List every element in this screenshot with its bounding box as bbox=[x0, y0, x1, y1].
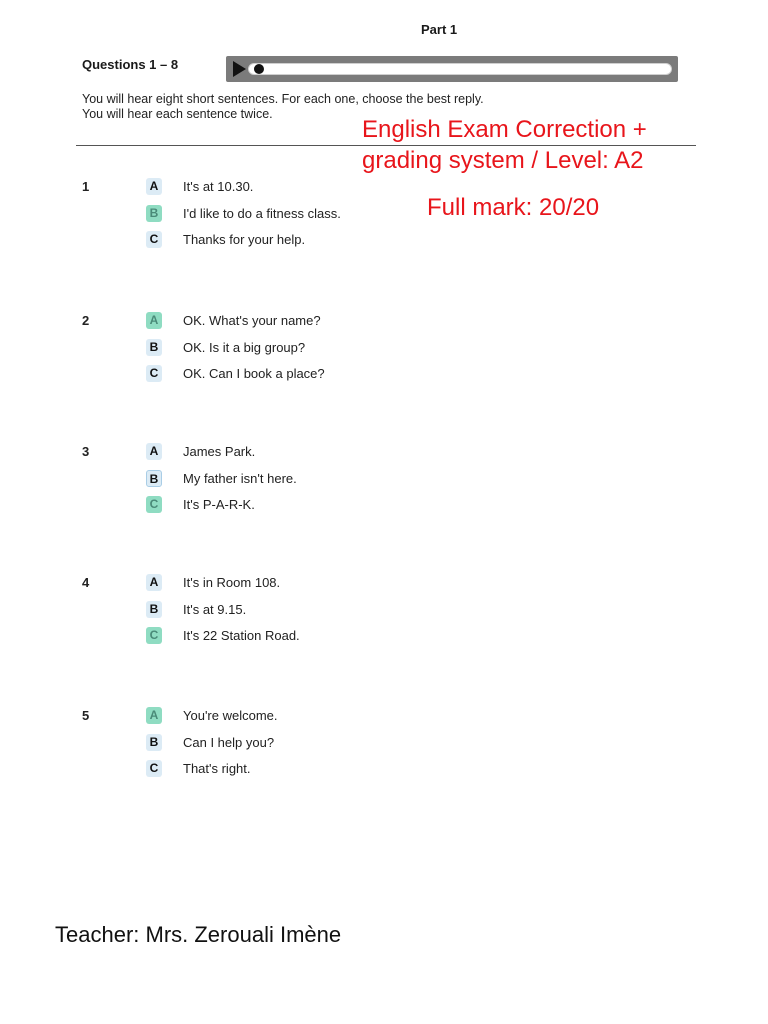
option-text: Thanks for your help. bbox=[183, 232, 306, 247]
audio-progress-track[interactable] bbox=[248, 63, 672, 75]
question-number: 1 bbox=[82, 179, 90, 194]
option-text: It's at 9.15. bbox=[183, 601, 247, 617]
question-number: 4 bbox=[82, 575, 90, 590]
option-text: James Park. bbox=[183, 444, 256, 459]
questions-heading: Questions 1 – 8 bbox=[82, 57, 179, 72]
correction-title-line-2: grading system / Level: A2 bbox=[362, 147, 644, 174]
full-mark: Full mark: 20/20 bbox=[427, 194, 600, 221]
question-number: 3 bbox=[82, 444, 90, 459]
option-a-badge[interactable]: A bbox=[146, 178, 162, 195]
option-a-badge[interactable]: A bbox=[146, 574, 162, 591]
option-c-badge[interactable]: C bbox=[146, 496, 162, 513]
instruction-line-2: You will hear each sentence twice. bbox=[82, 107, 273, 121]
audio-player[interactable] bbox=[226, 56, 678, 82]
teacher-name: Teacher: Mrs. Zerouali Imène bbox=[55, 922, 342, 947]
option-a-badge[interactable]: A bbox=[146, 312, 162, 329]
option-c-badge[interactable]: C bbox=[146, 760, 162, 777]
option-c-badge[interactable]: C bbox=[146, 627, 162, 644]
option-text: That's right. bbox=[183, 761, 251, 776]
option-text: My father isn't here. bbox=[183, 470, 297, 486]
option-b-badge[interactable]: B bbox=[146, 339, 162, 356]
option-c-badge[interactable]: C bbox=[146, 231, 162, 248]
option-b-badge[interactable]: B bbox=[146, 734, 162, 751]
option-a-badge[interactable]: A bbox=[146, 443, 162, 460]
question-number: 2 bbox=[82, 313, 90, 328]
option-b-badge[interactable]: B bbox=[146, 205, 162, 222]
option-c-badge[interactable]: C bbox=[146, 365, 162, 382]
correction-title bbox=[362, 114, 647, 176]
option-text: It's at 10.30. bbox=[183, 179, 254, 194]
option-text: It's 22 Station Road. bbox=[183, 628, 300, 643]
option-text: It's P-A-R-K. bbox=[183, 497, 255, 512]
option-text: OK. Is it a big group? bbox=[183, 339, 306, 355]
option-b-badge[interactable]: B bbox=[146, 470, 162, 487]
option-text: Can I help you? bbox=[183, 734, 275, 750]
question-number: 5 bbox=[82, 708, 90, 723]
option-b-badge[interactable]: B bbox=[146, 601, 162, 618]
option-text: You're welcome. bbox=[183, 708, 278, 723]
option-text: OK. What's your name? bbox=[183, 313, 321, 328]
correction-title-line-1: English Exam Correction + bbox=[362, 116, 647, 143]
option-text: It's in Room 108. bbox=[183, 575, 281, 590]
part-title: Part 1 bbox=[421, 22, 458, 37]
option-a-badge[interactable]: A bbox=[146, 707, 162, 724]
option-text: I'd like to do a fitness class. bbox=[183, 205, 341, 221]
audio-progress-knob[interactable] bbox=[254, 64, 264, 74]
instruction-line-1: You will hear eight short sentences. For each one, choose the best reply. bbox=[82, 92, 484, 106]
option-text: OK. Can I book a place? bbox=[183, 366, 325, 381]
play-icon[interactable] bbox=[233, 61, 246, 77]
